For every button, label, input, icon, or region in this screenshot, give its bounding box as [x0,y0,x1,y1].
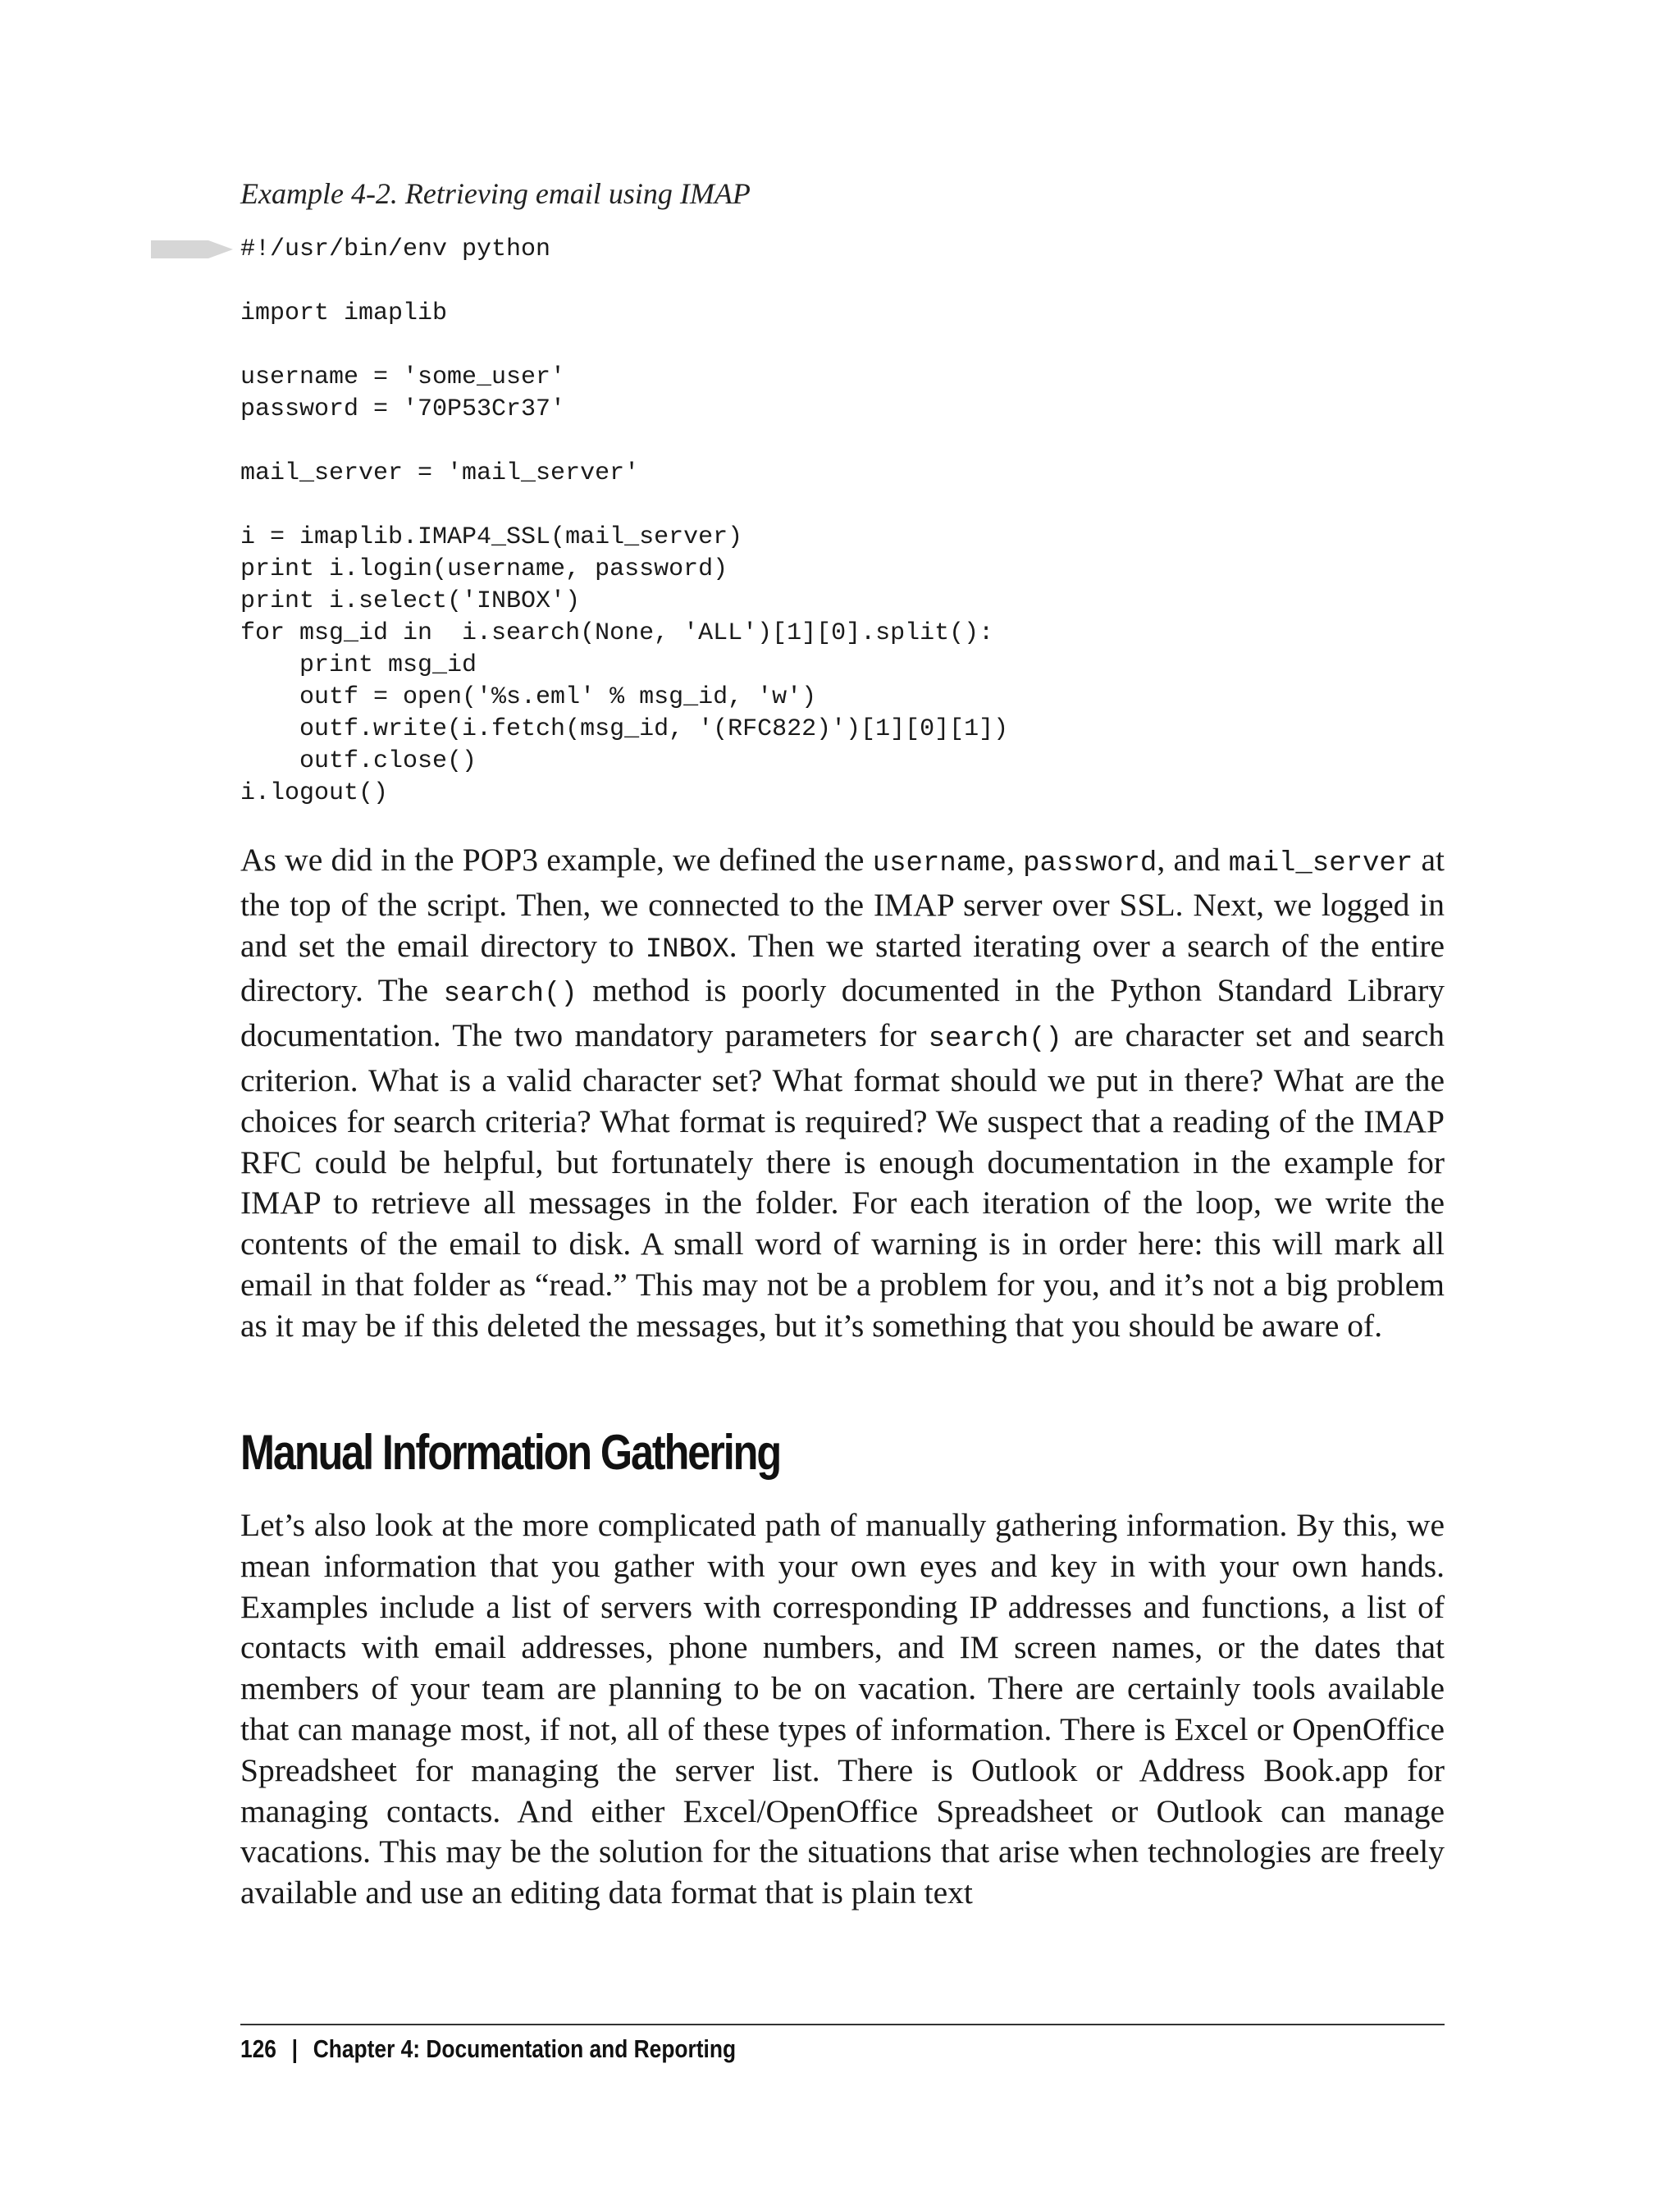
arrow-marker-icon [151,235,233,263]
code-line: outf.write(i.fetch(msg_id, '(RFC822)')[1][0][1]) [240,715,1009,743]
inline-code: mail_server [1228,848,1413,879]
footer-rule [240,2024,1445,2025]
inline-code: INBOX [645,934,729,966]
text-run: are character set and search criterion. What is a valid character set? What format should we put in there? What are the choices for search criteria? What format is required? We suspect that a reading of the IMAP RFC could be helpful, but fortunately there is enough documentation in the example for IMAP to retrieve all messages in the folder. For each iteration of the loop, we write the contents of the email to disk. A small word of warning is in order here: this will mark all email in that folder as “read.” This may not be a problem for you, and it’s not a big problem as it may be if this deleted the messages, but it’s something that you should be aware of. [240,1017,1445,1344]
code-line: print i.login(username, password) [240,555,728,583]
code-line: mail_server = 'mail_server' [240,459,640,487]
text-run: , and [1157,842,1229,878]
code-listing [240,234,1008,810]
code-line: outf = open('%s.eml' % msg_id, 'w') [240,683,817,711]
inline-code: search() [928,1024,1062,1056]
text-run: , [1006,842,1024,878]
text-run: . Then we started iterating over a search of the entire directory. The [240,927,1445,1009]
inline-code: username [872,848,1007,879]
text-run: method is poorly documented in the Python Standard Library documentation. The two mandatory parameters for [240,972,1445,1054]
inline-code: search() [443,979,578,1011]
inline-code: password [1023,848,1157,879]
body-paragraph-1 [240,840,1445,1347]
code-line: print msg_id [240,651,477,679]
body-paragraph-2: Let’s also look at the more complicated path of manually gathering information. By this, we mean information that you gather with your own eyes and key in with your own hands. Examples include a list of servers with corresponding IP addresses and functions, a list of contacts with email addresses, phone numbers, and IM screen names, or the dates that members of your team are planning to be on vacation. There are certainly tools available that can manage most, if not, all of these types of information. There is Excel or OpenOffice Spreadsheet for managing the server list. There is Outlook or Address Book.app for managing contacts. And either Excel/OpenOffice Spreadsheet or Outlook can manage vacations. This may be the solution for the situations that arise when technologies are freely available and use an editing data format that is plain text [240,1507,1445,1911]
code-line: import imaplib [240,299,448,327]
chapter-title: Chapter 4: Documentation and Reporting [313,2034,737,2063]
code-line: i = imaplib.IMAP4_SSL(mail_server) [240,523,743,551]
code-line: outf.close() [240,747,477,775]
example-caption: Example 4-2. Retrieving email using IMAP [240,177,751,210]
page-number: 126 [240,2034,276,2063]
code-line: print i.select('INBOX') [240,587,581,615]
footer-separator: | [291,2034,299,2063]
code-line: i.logout() [240,779,389,807]
code-line: password = '70P53Cr37' [240,395,566,423]
code-line: username = 'some_user' [240,363,566,391]
text-run: at the top of the script. Then, we connected to the IMAP server over SSL. Next, we logged in and set the email directory to [240,842,1445,964]
code-line: #!/usr/bin/env python [240,235,551,263]
section-heading: Manual Information Gathering [240,1425,781,1480]
text-run: As we did in the POP3 example, we defined the [240,842,873,878]
page-footer [240,2033,736,2066]
code-line: for msg_id in i.search(None, 'ALL')[1][0].split(): [240,619,994,647]
